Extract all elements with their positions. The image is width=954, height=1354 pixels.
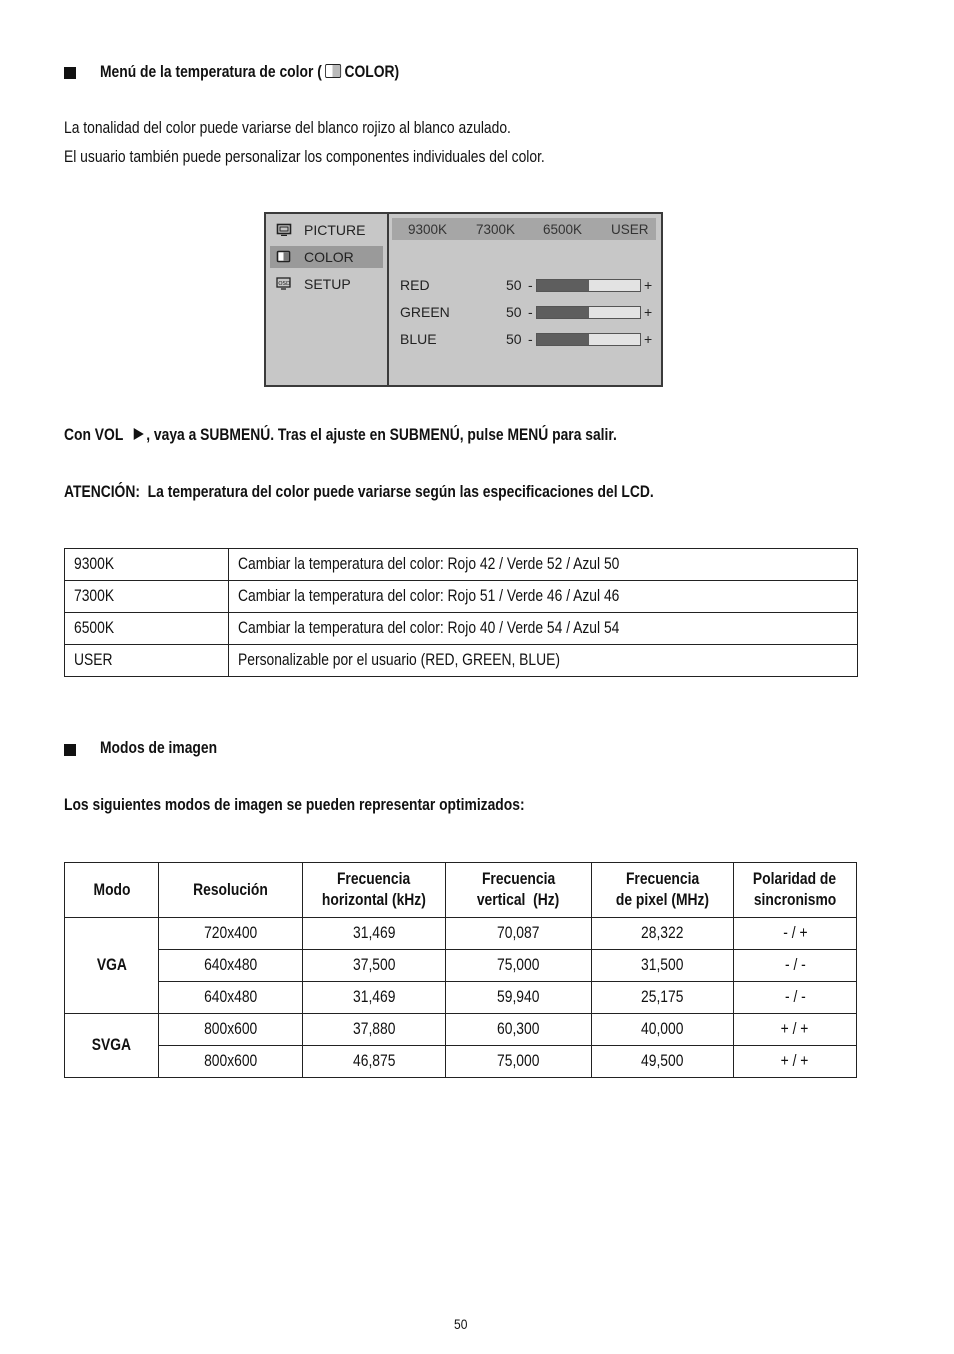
cell-text: 800x600: [203, 1020, 258, 1038]
header-cell: [446, 863, 592, 918]
cell-text: 40,000: [641, 1020, 684, 1038]
table-cell: [65, 613, 229, 645]
cell-text: 800x600: [203, 1052, 258, 1070]
header-text: vertical (Hz): [477, 891, 560, 909]
osd-slider-green[interactable]: [400, 304, 656, 322]
cell-text: - / +: [782, 924, 808, 942]
temp-desc: Cambiar la temperatura del color: Rojo 40 / Verde 54 / Azul 54: [238, 619, 620, 637]
table-cell: [159, 1014, 303, 1046]
slider-minus[interactable]: -: [528, 331, 533, 347]
table-cell: [734, 982, 857, 1014]
intro-line-2: El usuario también puede personalizar los componentes individuales del color.: [64, 148, 545, 166]
temperature-table: [64, 548, 858, 677]
osd-slider-red[interactable]: [400, 277, 656, 295]
attention-text: La temperatura del color puede variarse según las especificaciones del LCD.: [147, 483, 654, 501]
table-cell: [446, 950, 592, 982]
osd-item-label: COLOR: [304, 249, 354, 265]
heading-suffix: COLOR): [344, 63, 400, 81]
modes-heading: Modos de imagen: [100, 739, 218, 757]
table-row: [65, 918, 857, 950]
header-text: Resolución: [193, 880, 268, 899]
table-cell: [446, 1014, 592, 1046]
color-icon: [276, 250, 292, 263]
cell-text: 31,469: [352, 988, 396, 1006]
slider-name: BLUE: [400, 331, 437, 347]
header-text: Modo: [93, 880, 130, 899]
monitor-icon: [276, 223, 292, 236]
header-cell: [65, 863, 159, 918]
cell-text: 28,322: [641, 924, 684, 942]
slider-name: GREEN: [400, 304, 450, 320]
cell-text: 75,000: [497, 956, 540, 974]
color-icon: [325, 64, 341, 78]
cell-text: 37,880: [352, 1020, 396, 1038]
slider-value: 50: [506, 304, 522, 320]
attention-note: [64, 483, 654, 502]
header-cell: [592, 863, 734, 918]
temp-desc: Personalizable por el usuario (RED, GREEN, BLUE): [238, 651, 560, 669]
table-row: [65, 549, 858, 581]
cell-text: + / +: [781, 1020, 809, 1038]
osd-item-setup[interactable]: [270, 273, 383, 295]
cell-text: 25,175: [641, 988, 684, 1006]
table-cell: [592, 1014, 734, 1046]
header-cell: [159, 863, 303, 918]
table-cell: [734, 918, 857, 950]
osd-tab-9300k[interactable]: 9300K: [408, 222, 448, 237]
table-cell: [446, 982, 592, 1014]
vol-prefix: Con VOL: [64, 426, 124, 444]
section-bullet: [64, 744, 76, 756]
cell-text: 75,000: [497, 1052, 540, 1070]
osd-menu-screen: [264, 212, 663, 387]
header-text: Frecuencia: [337, 870, 411, 888]
table-cell: [446, 1046, 592, 1078]
slider-fill: [537, 334, 589, 345]
modes-table: [64, 862, 857, 1078]
attention-label: ATENCIÓN:: [64, 483, 140, 501]
table-row: [65, 645, 858, 677]
slider-plus[interactable]: +: [644, 331, 653, 347]
slider-track[interactable]: [536, 279, 641, 292]
osd-tab-7300k[interactable]: 7300K: [476, 222, 516, 237]
table-row: [65, 581, 858, 613]
slider-name: RED: [400, 277, 430, 293]
temp-desc: Cambiar la temperatura del color: Rojo 51 / Verde 46 / Azul 46: [238, 587, 620, 605]
table-cell: [65, 645, 229, 677]
header-cell: [303, 863, 446, 918]
svg-text:OSD: OSD: [278, 281, 291, 287]
osd-slider-blue[interactable]: [400, 331, 656, 349]
mode-cell: [65, 918, 159, 1014]
table-row: [65, 613, 858, 645]
table-cell: [592, 950, 734, 982]
slider-plus[interactable]: +: [644, 277, 653, 293]
header-text: Frecuencia: [481, 870, 556, 888]
slider-fill: [537, 307, 589, 318]
table-cell: [734, 950, 857, 982]
mode-text: SVGA: [91, 1036, 132, 1054]
table-cell: [303, 1014, 446, 1046]
table-row: [65, 1014, 857, 1046]
cell-text: 37,500: [352, 956, 396, 974]
temp-mode: 6500K: [74, 619, 115, 637]
cell-text: 49,500: [641, 1052, 684, 1070]
cell-text: 720x400: [203, 924, 258, 942]
table-cell: [446, 918, 592, 950]
cell-text: 59,940: [497, 988, 540, 1006]
slider-minus[interactable]: -: [528, 304, 533, 320]
table-cell: [303, 982, 446, 1014]
slider-value: 50: [506, 331, 522, 347]
color-menu-heading: [100, 63, 399, 82]
table-cell: [229, 549, 858, 581]
intro-line-1: La tonalidad del color puede variarse del blanco rojizo al blanco azulado.: [64, 119, 511, 137]
osd-item-picture[interactable]: [270, 219, 383, 241]
header-text: de pixel (MHz): [615, 891, 710, 909]
table-cell: [229, 613, 858, 645]
osd-main-menu: [266, 214, 389, 385]
table-cell: [159, 918, 303, 950]
table-cell: [159, 1046, 303, 1078]
heading-prefix: Menú de la temperatura de color (: [100, 63, 322, 81]
cell-text: 31,500: [641, 956, 684, 974]
osd-tab-6500k[interactable]: 6500K: [543, 222, 583, 237]
table-row: [65, 950, 857, 982]
table-header-row: [65, 863, 857, 918]
header-text: horizontal (kHz): [322, 891, 426, 909]
table-cell: [592, 918, 734, 950]
osd-item-label: PICTURE: [304, 222, 366, 238]
osd-tab-user[interactable]: USER: [611, 222, 649, 237]
cell-text: + / +: [781, 1052, 809, 1070]
table-cell: [734, 1046, 857, 1078]
cell-text: 70,087: [497, 924, 540, 942]
page-number: 50: [454, 1316, 468, 1332]
table-cell: [303, 1046, 446, 1078]
osd-item-color[interactable]: [270, 246, 383, 268]
header-cell: [734, 863, 857, 918]
table-cell: [734, 1014, 857, 1046]
temp-mode: USER: [74, 651, 113, 669]
table-cell: [303, 950, 446, 982]
slider-minus[interactable]: -: [528, 277, 533, 293]
temp-desc: Cambiar la temperatura del color: Rojo 42 / Verde 52 / Azul 50: [238, 555, 620, 573]
table-cell: [159, 950, 303, 982]
modes-intro: Los siguientes modos de imagen se pueden representar optimizados:: [64, 796, 525, 814]
cell-text: 31,469: [352, 924, 396, 942]
vol-suffix: , vaya a SUBMENÚ. Tras el ajuste en SUBMENÚ, pulse MENÚ para salir.: [146, 426, 617, 444]
table-cell: [229, 645, 858, 677]
header-text: Frecuencia: [625, 870, 700, 888]
slider-fill: [537, 280, 589, 291]
table-cell: [303, 918, 446, 950]
header-text: sincronismo: [753, 891, 837, 909]
vol-instruction: [64, 426, 617, 445]
cell-text: 46,875: [352, 1052, 396, 1070]
cell-text: 60,300: [497, 1020, 540, 1038]
slider-value: 50: [506, 277, 522, 293]
table-cell: [65, 549, 229, 581]
temp-mode: 9300K: [74, 555, 115, 573]
osd-setup-icon: [276, 277, 292, 290]
cell-text: 640x480: [203, 956, 258, 974]
mode-text: VGA: [96, 956, 127, 974]
slider-track[interactable]: [536, 333, 641, 346]
table-cell: [159, 982, 303, 1014]
table-row: [65, 1046, 857, 1078]
slider-track[interactable]: [536, 306, 641, 319]
cell-text: - / -: [784, 988, 806, 1006]
mode-cell: [65, 1014, 159, 1078]
table-cell: [229, 581, 858, 613]
table-row: [65, 982, 857, 1014]
osd-item-label: SETUP: [304, 276, 351, 292]
table-cell: [592, 982, 734, 1014]
table-cell: [592, 1046, 734, 1078]
osd-temperature-tabs: [392, 218, 656, 240]
slider-plus[interactable]: +: [644, 304, 653, 320]
table-cell: [65, 581, 229, 613]
header-text: Polaridad de: [753, 870, 837, 888]
temp-mode: 7300K: [74, 587, 115, 605]
cell-text: - / -: [784, 956, 806, 974]
play-arrow-icon: [132, 427, 145, 441]
cell-text: 640x480: [203, 988, 258, 1006]
section-bullet: [64, 67, 76, 79]
